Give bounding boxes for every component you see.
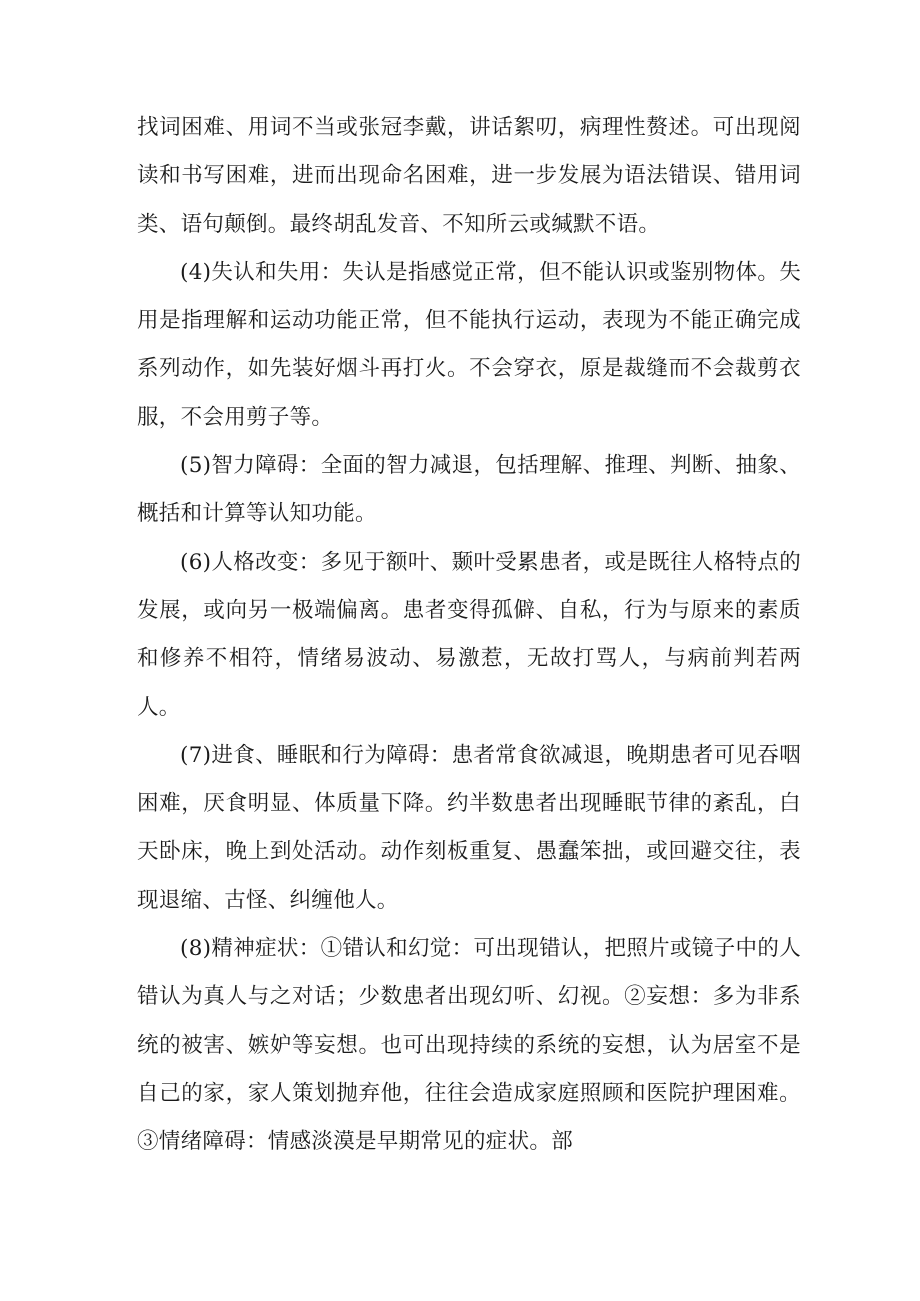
paragraph-continuation: 找词困难、用词不当或张冠李戴，讲话絮叨，病理性赘述。可出现阅读和书写困难，进而出现命名困难，进一步发展为语法错误、错用词类、语句颠倒。最终胡乱发音、不知所云或缄默不语。 [137,115,801,237]
paragraph-eating-sleep-behavior: (7)进食、睡眠和行为障碍：患者常食欲减退，晚期患者可见吞咽困难，厌食明显、体质量下降。约半数患者出现睡眠节律的紊乱，白天卧床，晚上到处活动。动作刻板重复、愚蠢笨拙，或回避交往，表现退缩、古怪、纠缠他人。 [137,742,801,913]
paragraph-personality-change: (6)人格改变：多见于额叶、颞叶受累患者，或是既往人格特点的发展，或向另一极端偏离。患者变得孤僻、自私，行为与原来的素质和修养不相符，情绪易波动、易激惹，无故打骂人，与病前判若两人。 [137,549,801,720]
paragraph-psychiatric-symptoms: (8)精神症状：①错认和幻觉：可出现错认，把照片或镜子中的人错认为真人与之对话；少数患者出现幻听、幻视。②妄想：多为非系统的被害、嫉妒等妄想。也可出现持续的系统的妄想，认为居室不是自己的家，家人策划抛弃他，往往会造成家庭照顾和医院护理困难。③情绪障碍：情感淡漠是早期常见的症状。部 [137,936,801,1155]
document-body [137,104,801,1167]
paragraph-intellectual-impairment: (5)智力障碍：全面的智力减退，包括理解、推理、判断、抽象、概括和计算等认知功能。 [137,453,801,527]
paragraph-agnosia-apraxia: (4)失认和失用：失认是指感觉正常，但不能认识或鉴别物体。失用是指理解和运动功能正常，但不能执行运动，表现为不能正确完成系列动作，如先装好烟斗再打火。不会穿衣，原是裁缝而不会裁剪衣服，不会用剪子等。 [137,259,801,430]
